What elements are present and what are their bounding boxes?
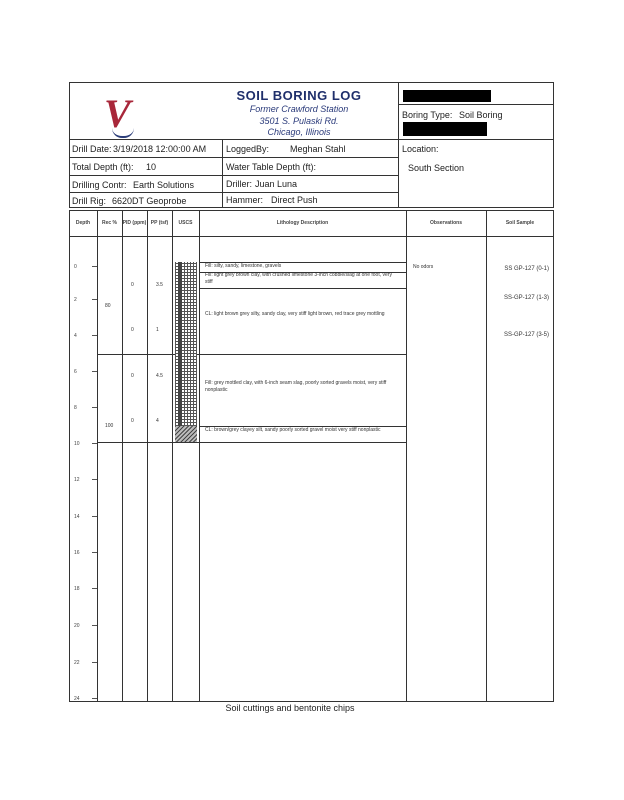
recovery-value: 100 [105, 423, 114, 429]
footer-note: Soil cuttings and bentonite chips [225, 703, 355, 713]
lithology-entry: Fill: light grey brown clay, with crushed limestone 3-inch cobble/slag at one foot, very stiff [205, 272, 392, 285]
water-table-label: Water Table Depth (ft): [226, 162, 317, 172]
pid-value: 0 [131, 373, 134, 379]
depth-mark: 6 [74, 369, 77, 375]
column-divider [147, 210, 148, 702]
boring-type-label: Boring Type: [402, 110, 453, 120]
driller-value: Juan Luna [255, 179, 298, 189]
header-row-line [398, 104, 554, 105]
location-value: South Section [408, 163, 465, 173]
interval-line [97, 442, 406, 443]
column-divider [172, 210, 173, 702]
col-observations: Observations [430, 220, 462, 226]
depth-mark: 10 [74, 441, 80, 447]
col-depth: Depth [75, 220, 91, 226]
depth-mark: 18 [74, 586, 80, 592]
depth-mark: 8 [74, 405, 77, 411]
page-title: SOIL BORING LOG [236, 88, 362, 103]
depth-tick [92, 407, 97, 408]
pp-value: 1 [156, 327, 159, 333]
depth-mark: 2 [74, 297, 77, 303]
soil-sample-entry: SS-GP-127 (1-3) [503, 295, 549, 301]
depth-tick [92, 625, 97, 626]
depth-tick [92, 662, 97, 663]
observation-entry: No odors [413, 264, 434, 270]
depth-tick [92, 588, 97, 589]
col-recovery: Rec % [101, 220, 117, 226]
depth-tick [92, 371, 97, 372]
col-soil-sample: Soil Sample [505, 220, 535, 226]
lithology-entry: CL: light brown grey silty, sandy clay, very stiff light brown, red trace grey mottling [205, 311, 385, 317]
pid-value: 0 [131, 327, 134, 333]
site-city: Chicago, Illinois [267, 127, 331, 137]
depth-mark: 0 [74, 264, 77, 270]
graphic-log-clay [175, 426, 197, 442]
drilling-contr-value: Earth Solutions [133, 180, 195, 190]
pp-value: 4.5 [156, 373, 163, 379]
depth-tick [92, 552, 97, 553]
header-row-line [69, 175, 399, 176]
column-divider [486, 210, 487, 702]
drilling-contr-label: Drilling Contr: [72, 180, 127, 190]
depth-mark: 14 [74, 514, 80, 520]
site-address: 3501 S. Pulaski Rd. [259, 116, 339, 126]
column-header-line [69, 236, 554, 237]
site-name: Former Crawford Station [249, 104, 349, 114]
header-divider-vertical [398, 82, 399, 208]
depth-mark: 4 [74, 333, 77, 339]
pid-value: 0 [131, 282, 134, 288]
depth-mark: 12 [74, 477, 80, 483]
depth-tick [92, 698, 97, 699]
depth-mark: 16 [74, 550, 80, 556]
drill-date-value: 3/19/2018 12:00:00 AM [113, 144, 207, 154]
depth-tick [92, 299, 97, 300]
recovery-value: 80 [105, 303, 111, 309]
graphic-log-bar [178, 262, 182, 426]
col-lithology: Lithology Description [276, 220, 329, 226]
depth-tick [92, 266, 97, 267]
depth-tick [92, 443, 97, 444]
depth-mark: 24 [74, 696, 80, 702]
pp-value: 3.5 [156, 282, 163, 288]
header-row-line [69, 139, 554, 140]
column-divider [406, 210, 407, 702]
column-divider [97, 210, 98, 702]
driller-label: Driller: [226, 179, 252, 189]
company-logo: V [104, 91, 131, 136]
hammer-label: Hammer: [226, 195, 264, 205]
col-pid: PID (ppm) [122, 220, 147, 226]
depth-tick [92, 335, 97, 336]
drill-rig-value: 6620DT Geoprobe [112, 196, 187, 206]
total-depth-label: Total Depth (ft): [72, 162, 134, 172]
pp-value: 4 [156, 418, 159, 424]
header-row-line [69, 157, 399, 158]
depth-tick [92, 516, 97, 517]
lithology-entry: CL: brown/grey clayey silt, sandy poorly sorted gravel moist very stiff nonplastic [205, 427, 381, 433]
col-pp: PP (tsf) [150, 220, 169, 226]
header-mid-divider [222, 139, 223, 208]
column-divider [122, 210, 123, 702]
lithology-entry: Fill: silty, sandy, limestone, gravels [205, 263, 282, 269]
interval-line [199, 288, 406, 289]
interval-line [97, 354, 406, 355]
drill-rig-label: Drill Rig: [72, 196, 107, 206]
hammer-value: Direct Push [271, 195, 318, 205]
depth-mark: 20 [74, 623, 80, 629]
header-row-line [69, 192, 399, 193]
depth-mark: 22 [74, 660, 80, 666]
soil-sample-entry: SS-GP-127 (3-5) [503, 332, 549, 338]
depth-tick [92, 479, 97, 480]
soil-sample-entry: SS GP-127 (0-1) [504, 266, 549, 272]
drill-date-label: Drill Date: [72, 144, 112, 154]
location-label: Location: [402, 144, 439, 154]
boring-type-value: Soil Boring [459, 110, 503, 120]
lithology-entry: Fill: grey mottled clay, with 6-inch seam slag, poorly sorted gravels moist, very stiff nonplastic [205, 380, 387, 393]
logged-by-label: LoggedBy: [226, 144, 270, 154]
total-depth-value: 10 [146, 162, 157, 172]
pid-value: 0 [131, 418, 134, 424]
logged-by-value: Meghan Stahl [290, 144, 346, 154]
col-uscs: USCS [178, 220, 193, 226]
column-divider [199, 210, 200, 702]
